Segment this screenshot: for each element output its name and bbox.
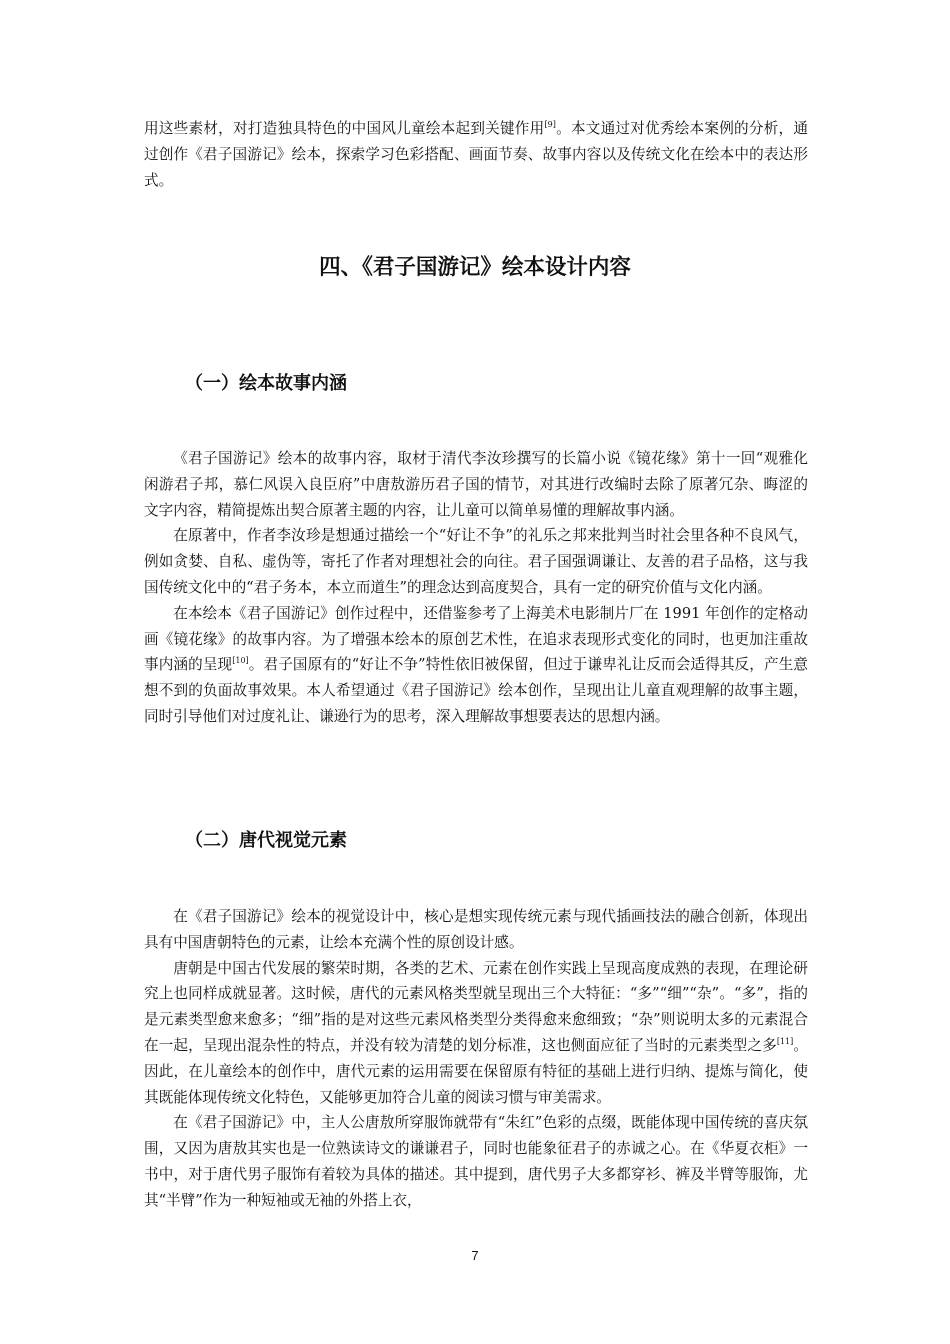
section-1-body: [144, 446, 808, 730]
section-1-paragraph-3-text-b: 。君子国原有的“好让不争”特性依旧被保留，但过于谦卑礼让反而会适得其反，产生意想不到的负面故事效果。本人希望通过《君子国游记》绘本创作，呈现出让儿童直观理解的故事主题，同时引导他们对过度礼让、谦逊行为的思考，深入理解故事想要表达的思想内涵。: [144, 656, 808, 725]
intro-text-2: 。本文通过对优秀绘本案例的分析，通过创作《君子国游记》绘本，探索学习色彩搭配、画面节奏、故事内容以及传统文化在绘本中的表达形式。: [144, 120, 808, 189]
section-1-paragraph-1: 《君子国游记》绘本的故事内容，取材于清代李汝珍撰写的长篇小说《镜花缘》第十一回“观雅化闲游君子邦，慕仁风误入良臣府”中唐敖游历君子国的情节，对其进行改编时去除了原著冗杂、晦涩的文字内容，精简提炼出契合原著主题的内容，让儿童可以简单易懂的理解故事内涵。: [144, 450, 808, 519]
chapter-title: 四、《君子国游记》绘本设计内容: [319, 255, 631, 280]
section-1-paragraph-2: 在原著中，作者李汝珍是想通过描绘一个“好让不争”的礼乐之邦来批判当时社会里各种不良风气，例如贪婪、自私、虚伪等，寄托了作者对理想社会的向往。君子国强调谦让、友善的君子品格，这与我国传统文化中的“君子务本，本立而道生”的理念达到高度契合，具有一定的研究价值与文化内涵。: [144, 527, 808, 596]
citation-9: [9]: [544, 120, 556, 129]
section-1-paragraph-3: [144, 601, 808, 730]
section-2-paragraph-2-text-a: 唐朝是中国古代发展的繁荣时期，各类的艺术、元素在创作实践上呈现高度成熟的表现，在理论研究上也同样成就显著。这时候，唐代的元素风格类型就呈现出三个大特征：“多”“细”“杂”。“多”，指的是元素类型愈来愈多；“细”指的是对这些元素风格类型分类得愈来愈细致；“杂”则说明太多的元素混合在一起，呈现出混杂性的特点，并没有较为清楚的划分标准，这也侧面应征了当时的元素类型之多: [144, 959, 808, 1054]
intro-paragraph-block: [144, 116, 808, 193]
intro-paragraph: [144, 116, 808, 193]
section-2-paragraph-2: [144, 956, 808, 1111]
section-2-paragraph-1: 在《君子国游记》绘本的视觉设计中，核心是想实现传统元素与现代插画技法的融合创新，体现出具有中国唐朝特色的元素，让绘本充满个性的原创设计感。: [144, 908, 808, 951]
section-heading-2: （二）唐代视觉元素: [185, 830, 347, 851]
section-heading-1: （一）绘本故事内涵: [185, 373, 347, 394]
intro-text-1: 用这些素材，对打造独具特色的中国风儿童绘本起到关键作用: [144, 120, 545, 137]
citation-10: [10]: [232, 656, 249, 666]
page-number: 7: [471, 1248, 479, 1263]
citation-11: [11]: [776, 1036, 794, 1046]
section-2-paragraph-2-text-b: 。因此，在儿童绘本的创作中，唐代元素的运用需要在保留原有特征的基础上进行归纳、提炼与简化，使其既能体现传统文化特色，又能够更加符合儿童的阅读习惯与审美需求。: [144, 1036, 808, 1106]
section-2-body: [144, 904, 808, 1214]
section-1-paragraph-3-text-a: 在本绘本《君子国游记》创作过程中，还借鉴参考了上海美术电影制片厂在 1991 年创作的定格动画《镜花缘》的故事内容。为了增强本绘本的原创艺术性，在追求表现形式变化的同时，也更加注重故事内涵的呈现: [144, 604, 808, 674]
section-2-paragraph-3: 在《君子国游记》中，主人公唐敖所穿服饰就带有“朱红”色彩的点缀，既能体现中国传统的喜庆氛围，又因为唐敖其实也是一位熟读诗文的谦谦君子，同时也能象征君子的赤诚之心。在《华夏衣柜》一书中，对于唐代男子服饰有着较为具体的描述。其中提到，唐代男子大多都穿衫、裤及半臂等服饰，尤其“半臂”作为一种短袖或无袖的外搭上衣，: [144, 1114, 808, 1209]
